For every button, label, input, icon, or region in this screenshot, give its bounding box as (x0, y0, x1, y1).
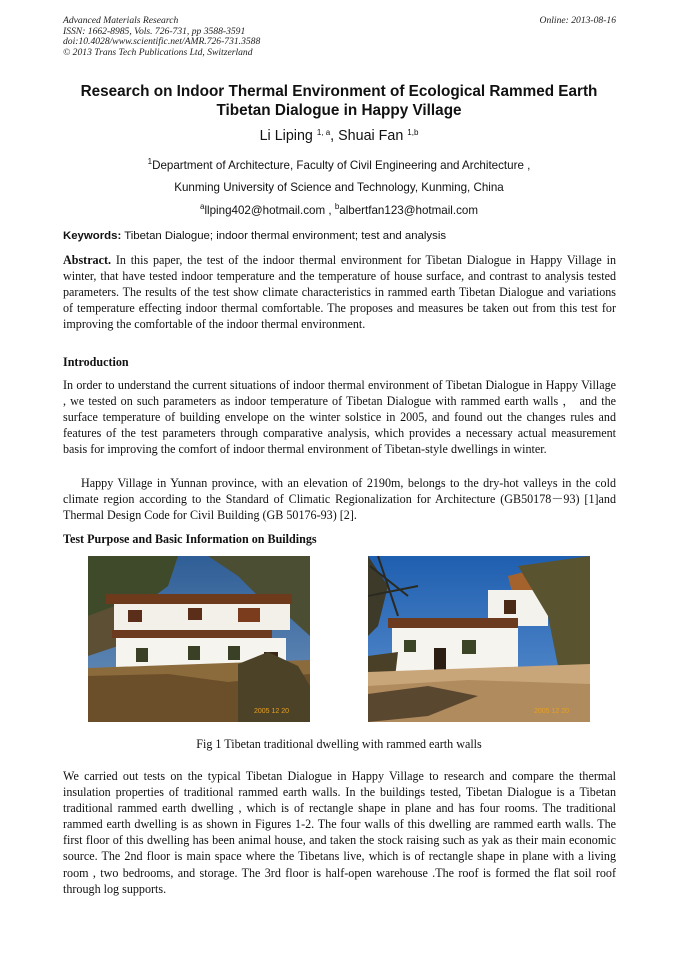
email-b[interactable]: albertfan123@hotmail.com (339, 204, 478, 217)
affil-marker-1: 1 (147, 157, 153, 166)
journal-name: Advanced Materials Research (63, 15, 179, 26)
affiliation-line-1 (40, 157, 638, 172)
abstract-label: Abstract. (63, 253, 112, 267)
email-separator: , (325, 204, 335, 217)
copyright-line: © 2013 Trans Tech Publications Ltd, Switzerland (63, 46, 253, 58)
introduction-paragraph-2: Happy Village in Yunnan province, with an elevation of 2190m, belongs to the dry-hot valleys in the cold climate region according to the Standard of Climatic Regionalization for Architecture (GB50178－93) [1]and Thermal Design Code for Civil Building (GB 50176-93) [2]. (63, 476, 616, 523)
running-header (63, 16, 616, 58)
email-line (40, 202, 638, 217)
affiliation-line-2: Kunming University of Science and Technology, Kunming, China (174, 181, 504, 194)
affil-department: Department of Architecture, Faculty of Civil Engineering and Architecture , (152, 159, 531, 172)
author-list (40, 128, 638, 144)
dwelling-photo-left (88, 556, 310, 722)
online-date: Online: 2013-08-16 (539, 15, 616, 26)
photo-left-date-stamp: 2005 12 20 (254, 708, 290, 715)
figure-caption: Fig 1 Tibetan traditional dwelling with rammed earth walls (196, 737, 482, 751)
abstract (63, 252, 616, 332)
introduction-heading: Introduction (63, 355, 129, 369)
paper-title (40, 82, 638, 120)
email-a[interactable]: llping402@hotmail.com (204, 204, 326, 217)
doi-line: doi:10.4028/www.scientific.net/AMR.726-731.3588 (63, 36, 261, 48)
body-paragraph: We carried out tests on the typical Tibetan Dialogue in Happy Village to research and compare the thermal insulation properties of traditional rammed earth walls. In the buildings tested, Tibetan Dialogue is a Tibetan traditional rammed earth dwelling , which is of rectangle shape in plane and has four rooms. The traditional rammed earth dwelling is as shown in Figures 1-2. The four walls of this dwelling are rammed earth walls. The first floor of this dwelling has been animal house, and taken the stock raising such as yak as their main economic source. The 2nd floor is main space where the Tibetans live, which is of rectangle shape in plane with a living room , two bedrooms, and storage. The 3rd floor is half-open warehouse .The roof is formed the flat soil roof through log supports. (63, 769, 616, 896)
author-separator: , (330, 128, 339, 144)
author-2-affil: 1,b (407, 128, 419, 137)
introduction-paragraph-1: In order to understand the current situations of indoor thermal environment of Tibetan Dialogue in Happy Village , we tested on such parameters as indoor temperature of Tibetan Dialogue with rammed earth walls ， and the surface temperature of building envelope on the winter solstice in 2005, and found out the changes rules and features of the test parameters through comparative analysis, which provides a necessary actual measurement basis for improving the comfort of indoor thermal environment of Tibetan-style dwellings in winter. (63, 378, 616, 457)
issn-line: ISSN: 1662-8985, Vols. 726-731, pp 3588-3591 (63, 25, 246, 37)
title-line-1: Research on Indoor Thermal Environment of Ecological Rammed Earth (80, 83, 598, 100)
author-1-affil: 1, a (316, 128, 331, 137)
author-2: Shuai Fan (338, 128, 408, 144)
title-line-2: Tibetan Dialogue in Happy Village (216, 102, 462, 119)
photo-right-date-stamp: 2005 12 20 (534, 708, 570, 715)
dwelling-photo-right (368, 556, 590, 722)
keywords-text: Tibetan Dialogue; indoor thermal environment; test and analysis (121, 230, 447, 242)
keywords (63, 230, 616, 242)
keywords-label: Keywords: (63, 230, 122, 242)
abstract-text: In this paper, the test of the indoor thermal environment for Tibetan Dialogue in Happy Village in winter, that have tested indoor temperature and the temperature of house surface, and contrast to analysis tested parameters. The results of the test show climate characteristics in rammed earth Tibetan Dialogue and variations of temperature effecting indoor thermal comfortable. The proposes and measures be taken out from this test for improving the comfortable of the indoor thermal environment. (63, 253, 616, 332)
author-1: Li Liping (259, 128, 317, 144)
section-heading-test-purpose: Test Purpose and Basic Information on Buildings (63, 532, 317, 546)
email-marker-a: a (200, 202, 205, 211)
email-marker-b: b (334, 202, 340, 211)
